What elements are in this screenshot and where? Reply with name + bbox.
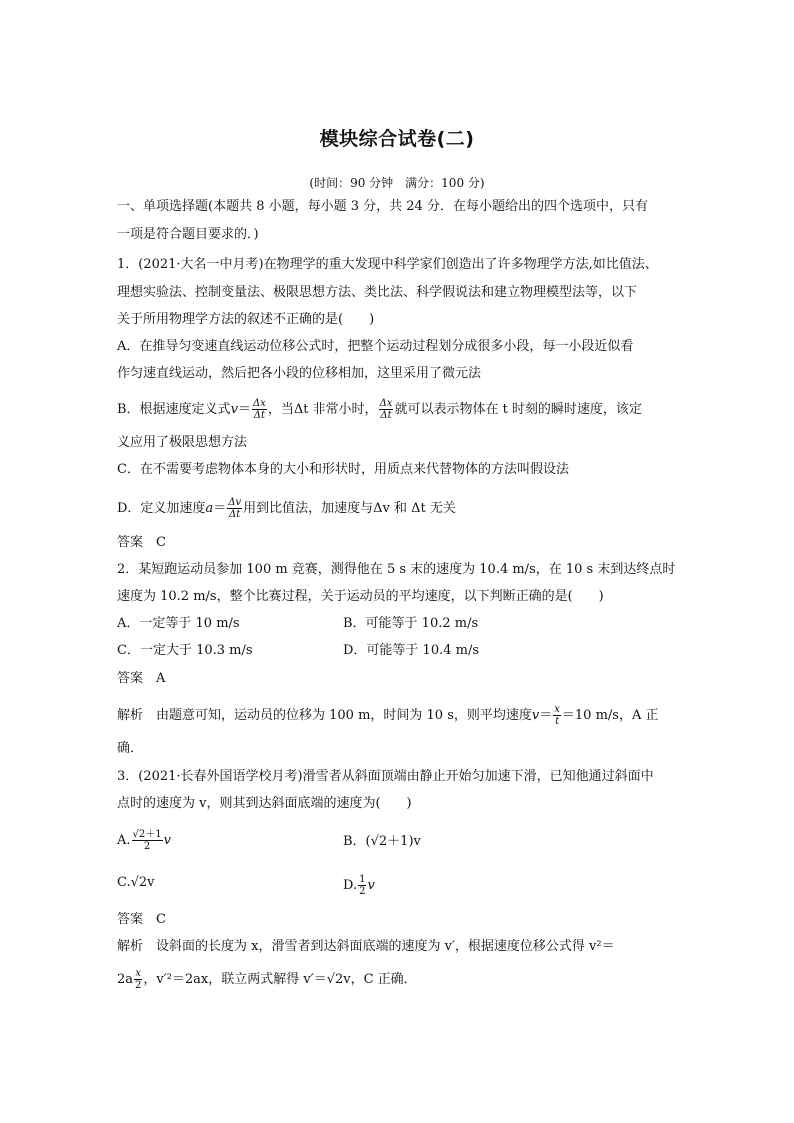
fraction-numerator: Δx xyxy=(252,398,266,409)
q1-option-b-var: v xyxy=(230,402,238,417)
q1-option-b-post: 就可以表示物体在 t 时刻的瞬时速度，该定 xyxy=(394,402,642,417)
fraction-denominator: Δt xyxy=(229,509,241,520)
q3-option-c: C.√2v xyxy=(117,875,155,890)
q3-option-d-fraction xyxy=(358,874,366,897)
q1-option-b-line2: 义应用了极限思想方法 xyxy=(117,435,248,450)
q2-analysis-pre: 解析 由题意可知，运动员的位移为 100 m，时间为 10 s，则平均速度 xyxy=(117,708,532,723)
q3-option-d-label: D. xyxy=(343,878,358,893)
q2-analysis-var: v xyxy=(531,708,540,723)
q3-stem-line1: 3．(2021·长春外国语学校月考)滑雪者从斜面顶端由静止开始匀加速下滑，已知他通过斜面中 xyxy=(117,769,654,784)
fraction-denominator: 2 xyxy=(143,841,151,852)
q2-option-d: D．可能等于 10.4 m/s xyxy=(343,643,480,658)
fraction-denominator: t xyxy=(555,716,560,727)
q1-option-d-post: 用到比值法，加速度与Δv 和 Δt 无关 xyxy=(243,501,456,516)
q3-option-d xyxy=(343,874,375,897)
fraction-denominator: 2 xyxy=(359,886,366,897)
q3-stem-line2: 点时的速度为 v，则其到达斜面底端的速度为( ) xyxy=(117,796,412,811)
q3-analysis-line2 xyxy=(117,968,682,991)
q3-answer: 答案 C xyxy=(117,912,166,927)
q3-option-a-fraction xyxy=(132,829,163,852)
q2-option-a: A．一定等于 10 m/s xyxy=(117,616,240,631)
q1-option-b-eq: ＝ xyxy=(237,402,251,417)
q2-option-b: B．可能等于 10.2 m/s xyxy=(343,616,479,631)
q1-option-a-line2: 作匀速直线运动，然后把各小段的位移相加，这里采用了微元法 xyxy=(117,366,482,381)
q2-stem-line2: 速度为 10.2 m/s，整个比赛过程，关于运动员的平均速度，以下判断正确的是( ) xyxy=(117,589,604,604)
fraction-denominator: Δt xyxy=(380,410,392,421)
fraction-numerator: Δv xyxy=(228,497,242,508)
q3-option-a-var: v xyxy=(163,833,171,848)
fraction-numerator: x xyxy=(135,968,142,979)
q1-option-d-eq: ＝ xyxy=(213,501,227,516)
q3-option-a xyxy=(117,829,171,852)
q2-analysis-post: ＝10 m/s，A 正 xyxy=(561,708,659,723)
q1-option-d-fraction xyxy=(227,497,242,520)
q2-analysis-eq: ＝ xyxy=(539,708,553,723)
q1-option-d-pre: D．定义加速度 xyxy=(117,501,206,516)
q1-option-a-line1: A．在推导匀变速直线运动位移公式时，把整个运动过程划分成很多小段，每一小段近似看 xyxy=(117,339,634,354)
q3-option-a-label: A. xyxy=(117,833,131,848)
q3-option-b: B．(√2＋1)v xyxy=(343,834,421,849)
q1-option-b-mid: ，当Δt 非常小时， xyxy=(267,402,378,417)
q2-answer: 答案 A xyxy=(117,671,166,686)
q2-stem-line1: 2．某短跑运动员参加 100 m 竞赛，测得他在 5 s 末的速度为 10.4 m/s，在 10 s 末到达终点时 xyxy=(117,562,676,577)
q1-option-d-var: a xyxy=(205,501,214,516)
q3-analysis-fraction xyxy=(134,968,142,991)
q1-stem-line2: 理想实验法、控制变量法、极限思想方法、类比法、科学假说法和建立物理模型法等，以下 xyxy=(117,285,638,300)
q2-analysis-line1 xyxy=(117,704,682,727)
q1-option-b-fraction2 xyxy=(379,398,394,421)
fraction-numerator: Δx xyxy=(379,398,393,409)
q1-option-b-line1 xyxy=(117,398,682,421)
fraction-denominator: 2 xyxy=(135,980,142,991)
q1-option-b-fraction xyxy=(252,398,267,421)
q3-analysis-line1: 解析 设斜面的长度为 x，滑雪者到达斜面底端的速度为 v′，根据速度位移公式得 v²＝ xyxy=(117,939,615,954)
page-title: 模块综合试卷(二) xyxy=(319,128,475,150)
q2-analysis-line2: 确． xyxy=(117,741,144,756)
q1-stem-line1: 1．(2021·大名一中月考)在物理学的重大发现中科学家们创造出了许多物理学方法,如比值法、 xyxy=(117,257,658,272)
fraction-numerator: √2＋1 xyxy=(132,829,162,840)
q1-answer: 答案 C xyxy=(117,535,166,550)
section-heading-line1: 一、单项选择题(本题共 8 小题，每小题 3 分，共 24 分．在每小题给出的四个选项中，只有 xyxy=(117,199,648,214)
q1-option-b-pre: B．根据速度定义式 xyxy=(117,402,231,417)
q3-analysis-post: ，v′²＝2ax，联立两式解得 v′＝√2v，C 正确． xyxy=(143,972,417,987)
q2-option-c: C．一定大于 10.3 m/s xyxy=(117,643,253,658)
q3-analysis-pre: 2a xyxy=(117,972,134,987)
q1-option-d xyxy=(117,497,682,520)
fraction-numerator: x xyxy=(554,704,560,715)
fraction-numerator: 1 xyxy=(359,874,366,885)
q2-analysis-fraction xyxy=(553,704,561,727)
q1-option-c: C．在不需要考虑物体本身的大小和形状时，用质点来代替物体的方法叫假设法 xyxy=(117,462,569,477)
section-heading-line2: 一项是符合题目要求的．) xyxy=(117,227,259,242)
q3-option-d-var: v xyxy=(367,878,375,893)
fraction-denominator: Δt xyxy=(253,410,265,421)
exam-time-score: (时间：90 分钟 满分：100 分) xyxy=(309,176,485,190)
q1-stem-line3: 关于所用物理学方法的叙述不正确的是( ) xyxy=(117,312,375,327)
